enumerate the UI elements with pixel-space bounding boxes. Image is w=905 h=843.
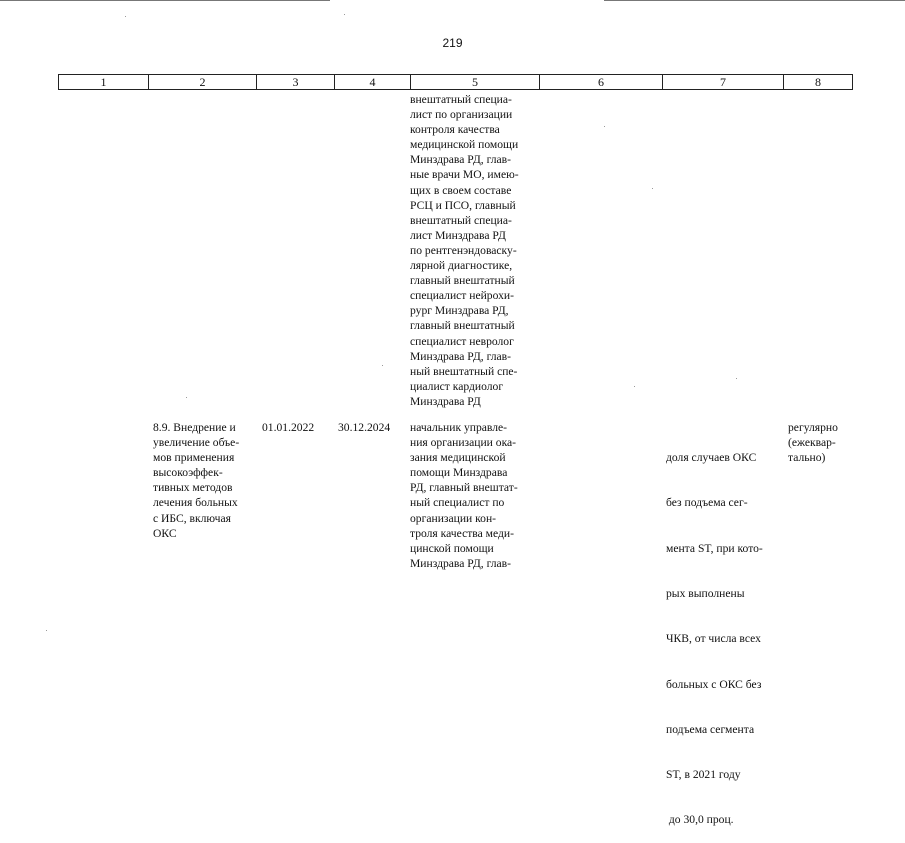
cell-line: увеличение объе- xyxy=(153,436,240,450)
cell-line: ния организации ока- xyxy=(410,436,517,450)
cell-line: ST, в 2021 году xyxy=(666,768,741,782)
end-date-cell: 30.12.2024 xyxy=(338,421,391,434)
cell-line: Минздрава РД xyxy=(410,394,481,408)
indicator-cell xyxy=(666,420,763,843)
cell-line: зания медицинской xyxy=(410,451,506,465)
table-header-row xyxy=(58,74,853,90)
cell-line: подъема сегмента xyxy=(666,722,755,736)
cell-line: тально) xyxy=(788,451,826,465)
cell-line: ОКС xyxy=(153,526,177,540)
cell-line: троля качества меди- xyxy=(410,526,514,540)
cell-line: 8.9. Внедрение и xyxy=(153,421,236,434)
start-date-cell: 01.01.2022 xyxy=(262,421,315,434)
cell-line: ные врачи МО, имею- xyxy=(410,168,519,182)
column-header-4: 4 xyxy=(335,75,411,90)
cell-line: рург Минздрава РД, xyxy=(410,304,509,318)
cell-line: Минздрава РД, глав- xyxy=(410,556,512,570)
scan-speck xyxy=(652,188,653,189)
continued-responsible-cell xyxy=(410,92,519,409)
cell-line: больных с ОКС без xyxy=(666,677,762,691)
column-header-7: 7 xyxy=(663,75,784,90)
cell-line: без подъема сег- xyxy=(666,496,748,510)
scan-speck xyxy=(634,386,635,387)
cell-line: специалист нейрохи- xyxy=(410,289,514,303)
frequency-cell xyxy=(788,420,838,465)
cell-line: по рентгенэндоваску- xyxy=(410,243,517,257)
cell-line: внештатный специа- xyxy=(410,93,512,106)
cell-line: главный внештатный xyxy=(410,319,515,333)
cell-line: организации кон- xyxy=(410,511,497,525)
cell-line: медицинской помощи xyxy=(410,138,519,152)
scan-speck xyxy=(382,365,383,366)
column-header-6: 6 xyxy=(540,75,663,90)
cell-line: высокоэффек- xyxy=(153,466,223,480)
scan-top-rule-right xyxy=(604,0,905,1)
scan-speck xyxy=(736,378,737,379)
responsible-cell xyxy=(410,420,518,571)
cell-line: специалист невролог xyxy=(410,334,514,348)
column-header-3: 3 xyxy=(257,75,335,90)
scan-speck xyxy=(46,630,47,631)
cell-line: мента ST, при кото- xyxy=(666,541,763,555)
cell-line: ный внештатный спе- xyxy=(410,364,518,378)
scan-top-rule-left xyxy=(0,0,330,1)
cell-line: лист Минздрава РД xyxy=(410,228,506,242)
cell-line: Минздрава РД, глав- xyxy=(410,349,512,363)
cell-line: ЧКВ, от числа всех xyxy=(666,632,761,646)
cell-line: Минздрава РД, глав- xyxy=(410,153,512,167)
scan-speck xyxy=(125,16,126,17)
column-header-2: 2 xyxy=(149,75,257,90)
cell-line: помощи Минздрава xyxy=(410,466,508,480)
cell-line: с ИБС, включая xyxy=(153,511,231,525)
column-header-8: 8 xyxy=(784,75,853,90)
cell-line: тивных методов xyxy=(153,481,233,495)
column-header-1: 1 xyxy=(59,75,149,90)
cell-line: начальник управле- xyxy=(410,421,508,434)
cell-line: внештатный специа- xyxy=(410,213,512,227)
cell-line: щих в своем составе xyxy=(410,183,512,197)
cell-line: главный внештатный xyxy=(410,274,515,288)
scan-speck xyxy=(344,14,345,15)
cell-line: (ежеквар- xyxy=(788,436,836,450)
cell-line: до 30,0 проц. xyxy=(666,813,734,827)
cell-line: цинской помощи xyxy=(410,541,494,555)
measure-name-cell xyxy=(153,420,239,541)
cell-line: рых выполнены xyxy=(666,587,745,601)
scan-speck xyxy=(186,397,187,398)
cell-line: лечения больных xyxy=(153,496,238,510)
scan-speck xyxy=(604,126,605,127)
cell-line: РД, главный внештат- xyxy=(410,481,518,495)
cell-line: лярной диагностике, xyxy=(410,259,513,273)
cell-line: циалист кардиолог xyxy=(410,379,504,393)
cell-line: контроля качества xyxy=(410,123,500,137)
page-number: 219 xyxy=(442,36,463,50)
cell-line: регулярно xyxy=(788,421,838,434)
cell-line: ный специалист по xyxy=(410,496,505,510)
column-header-5: 5 xyxy=(411,75,540,90)
cell-line: РСЦ и ПСО, главный xyxy=(410,198,516,212)
cell-line: лист по организации xyxy=(410,108,513,122)
cell-line: мов применения xyxy=(153,451,235,465)
cell-line: доля случаев ОКС xyxy=(666,451,757,465)
